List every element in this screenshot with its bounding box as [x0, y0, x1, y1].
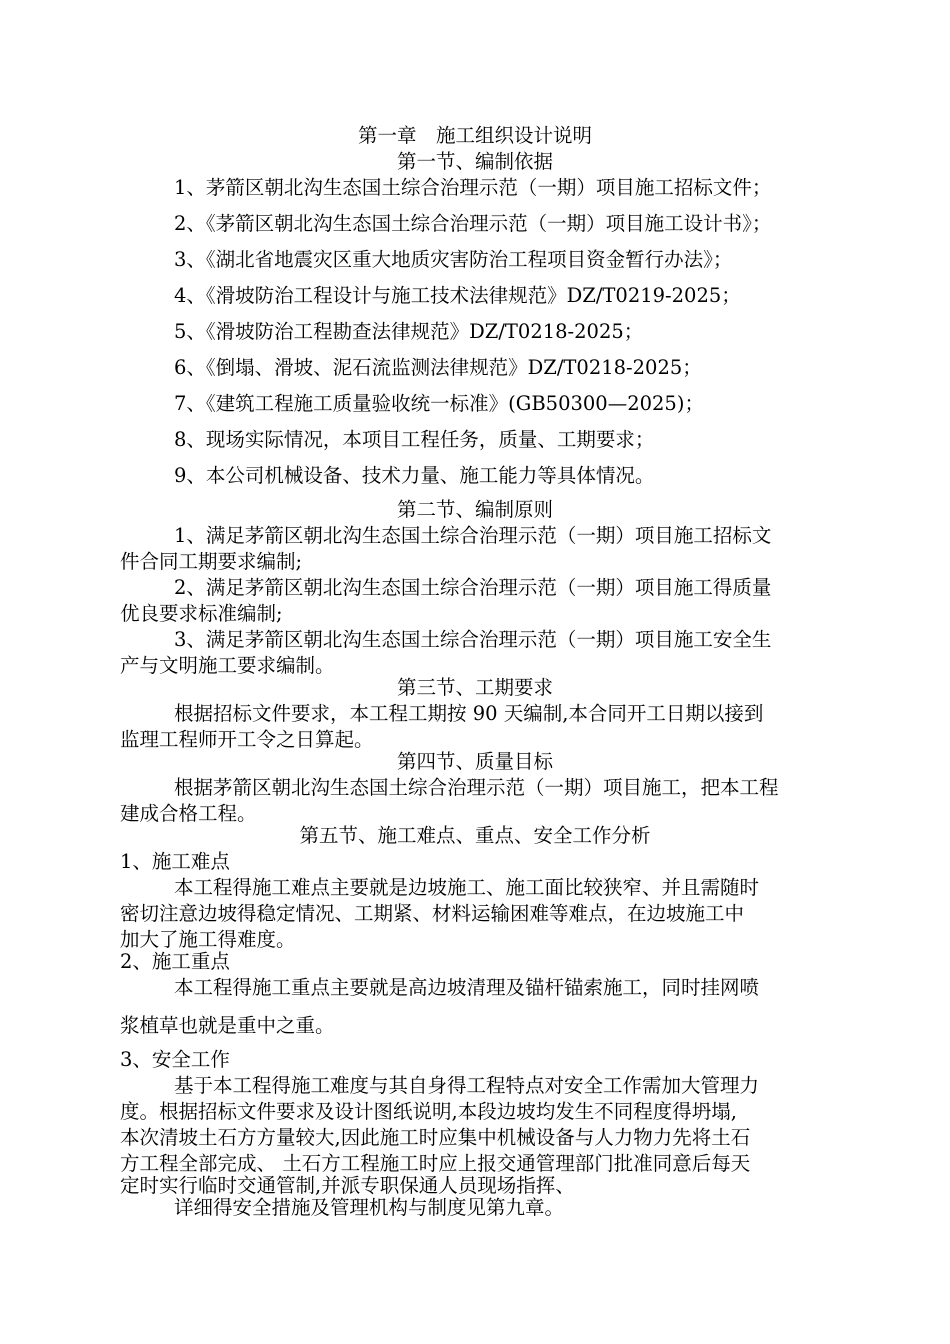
- basis-item-7: 7、《建筑工程施工质量验收统一标准》(GB50300—2025)；: [174, 392, 704, 415]
- basis-item-9: 9、本公司机械设备、技术力量、施工能力等具体情况。: [174, 464, 655, 487]
- safety-line: 方工程全部完成、 土石方工程施工时应上报交通管理部门批准同意后每天: [120, 1152, 751, 1175]
- section-1-heading: 第一节、编制依据: [396, 150, 553, 173]
- principle-line: 优良要求标准编制;: [120, 602, 283, 625]
- keypoint-line: 浆植草也就是重中之重。: [120, 1014, 335, 1037]
- section-4-heading: 第四节、质量目标: [396, 750, 553, 773]
- difficulty-line: 本工程得施工难点主要就是边坡施工、施工面比较狭窄、并且需随时: [174, 876, 760, 899]
- principle-line: 产与文明施工要求编制。: [120, 654, 335, 677]
- basis-item-4: 4、《滑坡防治工程设计与施工技术法律规范》DZ/T0219-2025；: [174, 284, 741, 307]
- basis-item-5: 5、《滑坡防治工程勘查法律规范》DZ/T0218-2025；: [174, 320, 644, 343]
- section-2-heading: 第二节、编制原则: [396, 498, 553, 521]
- principle-line: 2、满足茅箭区朝北沟生态国土综合治理示范（一期）项目施工得质量: [174, 576, 772, 599]
- basis-item-8: 8、现场实际情况，本项目工程任务，质量、工期要求；: [174, 428, 655, 451]
- chapter-title: 第一章 施工组织设计说明: [357, 124, 592, 147]
- subsection-title: 3、安全工作: [120, 1048, 230, 1071]
- subsection-title: 1、施工难点: [120, 850, 230, 873]
- schedule-line: 根据招标文件要求，本工程工期按 90 天编制,本合同开工日期以接到: [174, 702, 764, 725]
- basis-item-6: 6、《倒塌、滑坡、泥石流监测法律规范》DZ/T0218-2025；: [174, 356, 702, 379]
- safety-line: 详细得安全措施及管理机构与制度见第九章。: [174, 1196, 565, 1219]
- section-5-heading: 第五节、施工难点、重点、安全工作分析: [299, 824, 651, 847]
- keypoint-line: 本工程得施工重点主要就是高边坡清理及锚杆锚索施工，同时挂网喷: [174, 976, 760, 999]
- subsection-title: 2、施工重点: [120, 950, 230, 973]
- quality-line: 建成合格工程。: [120, 802, 257, 825]
- safety-line: 基于本工程得施工难度与其自身得工程特点对安全工作需加大管理力: [174, 1074, 760, 1097]
- safety-line: 定时实行临时交通管制,并派专职保通人员现场指挥、: [120, 1174, 575, 1197]
- basis-item-3: 3、《湖北省地震灾区重大地质灾害防治工程项目资金暂行办法》；: [174, 248, 733, 271]
- basis-item-2: 2、《茅箭区朝北沟生态国土综合治理示范（一期）项目施工设计书》；: [174, 212, 772, 235]
- basis-item-1: 1、茅箭区朝北沟生态国土综合治理示范（一期）项目施工招标文件；: [174, 176, 772, 199]
- principle-line: 3、满足茅箭区朝北沟生态国土综合治理示范（一期）项目施工安全生: [174, 628, 772, 651]
- schedule-line: 监理工程师开工令之日算起。: [120, 728, 374, 751]
- difficulty-line: 加大了施工得难度。: [120, 928, 296, 951]
- safety-line: 本次清坡土石方方量较大,因此施工时应集中机械设备与人力物力先将土石: [120, 1126, 751, 1149]
- safety-line: 度。根据招标文件要求及设计图纸说明,本段边坡均发生不同程度得坍塌,: [120, 1100, 737, 1123]
- principle-line: 1、满足茅箭区朝北沟生态国土综合治理示范（一期）项目施工招标文: [174, 524, 772, 547]
- principle-line: 件合同工期要求编制;: [120, 550, 303, 573]
- section-3-heading: 第三节、工期要求: [396, 676, 553, 699]
- quality-line: 根据茅箭区朝北沟生态国土综合治理示范（一期）项目施工，把本工程: [174, 776, 779, 799]
- difficulty-line: 密切注意边坡得稳定情况、工期紧、材料运输困难等难点，在边坡施工中: [120, 902, 745, 925]
